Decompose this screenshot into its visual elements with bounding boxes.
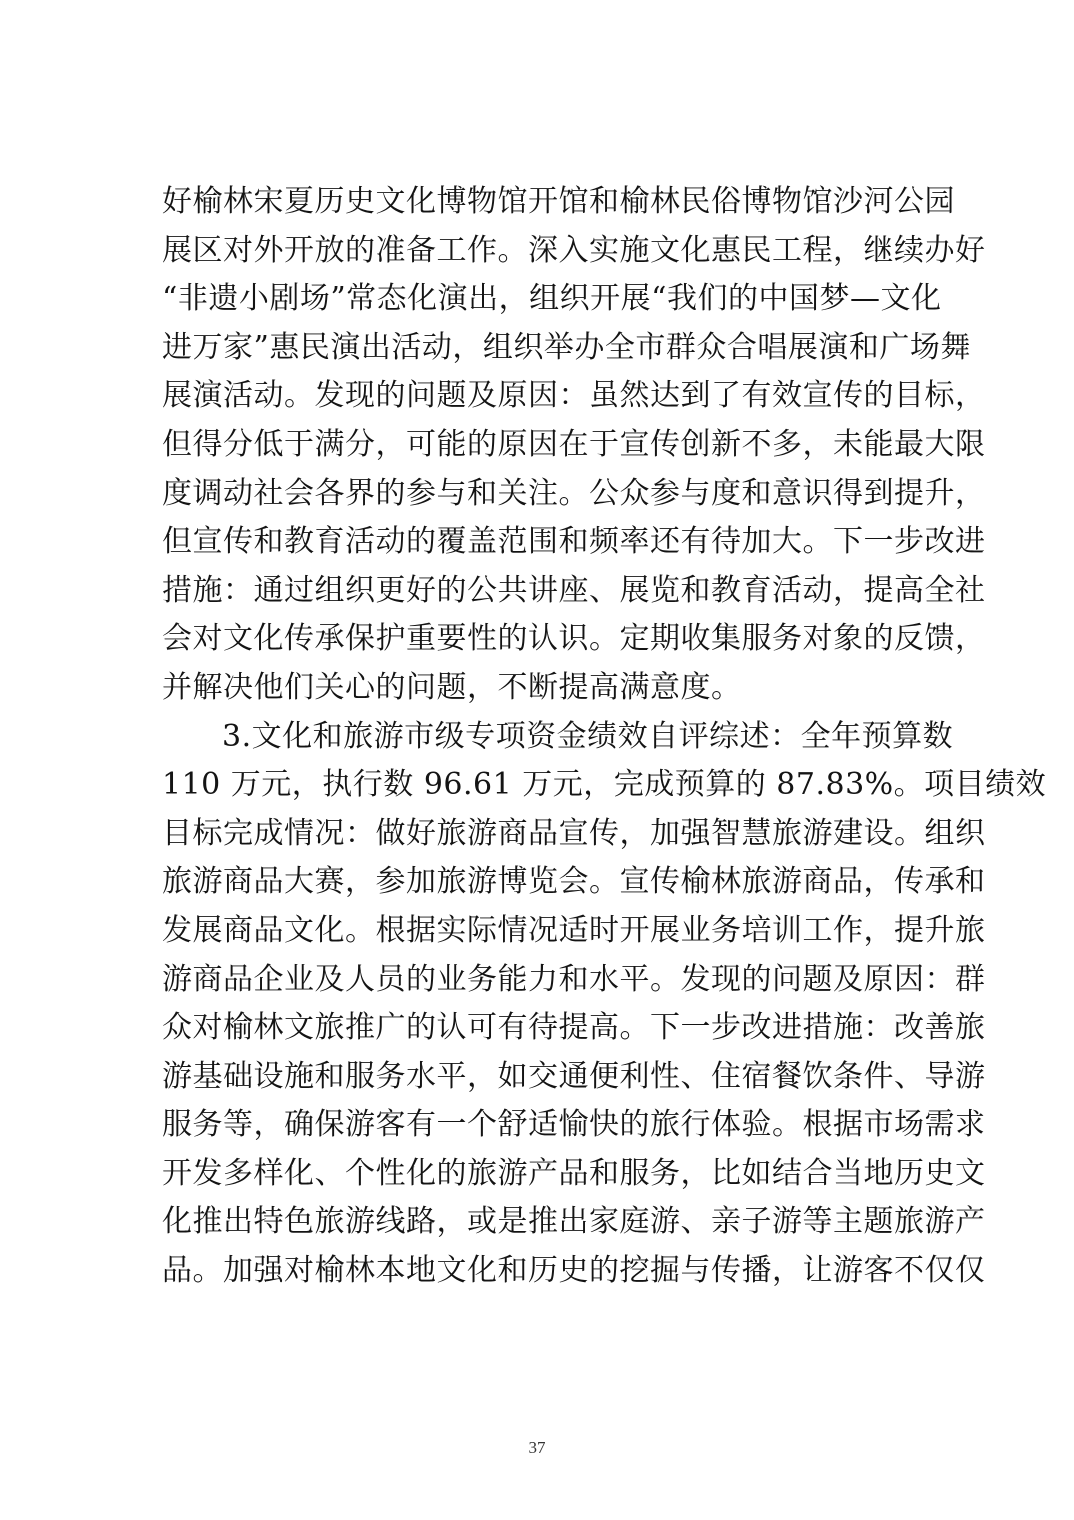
- text-line: 进万家”惠民演出活动，组织举办全市群众合唱展演和广场舞: [162, 329, 971, 365]
- text-line: 众对榆林文旅推广的认可有待提高。下一步改进措施：改善旅: [162, 1010, 986, 1046]
- text-line: 好榆林宋夏历史文化博物馆开馆和榆林民俗博物馆沙河公园: [162, 184, 955, 219]
- text-line: 发展商品文化。根据实际情况适时开展业务培训工作，提升旅: [162, 912, 986, 948]
- text-line: 但得分低于满分，可能的原因在于宣传创新不多，未能最大限: [162, 426, 986, 462]
- text-line: 度调动社会各界的参与和关注。公众参与度和意识得到提升，: [162, 475, 986, 511]
- text-line: 措施：通过组织更好的公共讲座、展览和教育活动，提高全社: [162, 572, 986, 608]
- text-line: 展区对外开放的准备工作。深入实施文化惠民工程，继续办好: [162, 232, 986, 268]
- text-line: 110 万元，执行数 96.61 万元，完成预算的 87.83%。项目绩效: [162, 767, 1047, 803]
- text-line: 开发多样化、个性化的旅游产品和服务，比如结合当地历史文: [162, 1155, 986, 1191]
- text-line: 3.文化和旅游市级专项资金绩效自评综述：全年预算数: [222, 718, 954, 754]
- text-line: 化推出特色旅游线路，或是推出家庭游、亲子游等主题旅游产: [162, 1204, 986, 1240]
- text-line: 并解决他们关心的问题，不断提高满意度。: [162, 669, 742, 705]
- text-line: 品。加强对榆林本地文化和历史的挖掘与传播，让游客不仅仅: [162, 1253, 986, 1289]
- text-line: 展演活动。发现的问题及原因：虽然达到了有效宣传的目标，: [162, 378, 986, 414]
- text-line: 服务等，确保游客有一个舒适愉快的旅行体验。根据市场需求: [162, 1107, 986, 1143]
- text-line: 会对文化传承保护重要性的认识。定期收集服务对象的反馈，: [162, 621, 986, 657]
- text-line: 游商品企业及人员的业务能力和水平。发现的问题及原因：群: [162, 961, 986, 997]
- text-line: 游基础设施和服务水平，如交通便利性、住宿餐饮条件、导游: [162, 1058, 986, 1094]
- body-text: [162, 178, 1047, 1296]
- text-line: 目标完成情况：做好旅游商品宣传，加强智慧旅游建设。组织: [162, 815, 986, 851]
- text-line: “非遗小剧场”常态化演出，组织开展“我们的中国梦—文化: [162, 281, 942, 317]
- page-number: 37: [528, 1438, 546, 1457]
- text-line: 旅游商品大赛，参加旅游博览会。宣传榆林旅游商品，传承和: [162, 864, 986, 900]
- text-line: 但宣传和教育活动的覆盖范围和频率还有待加大。下一步改进: [162, 524, 986, 560]
